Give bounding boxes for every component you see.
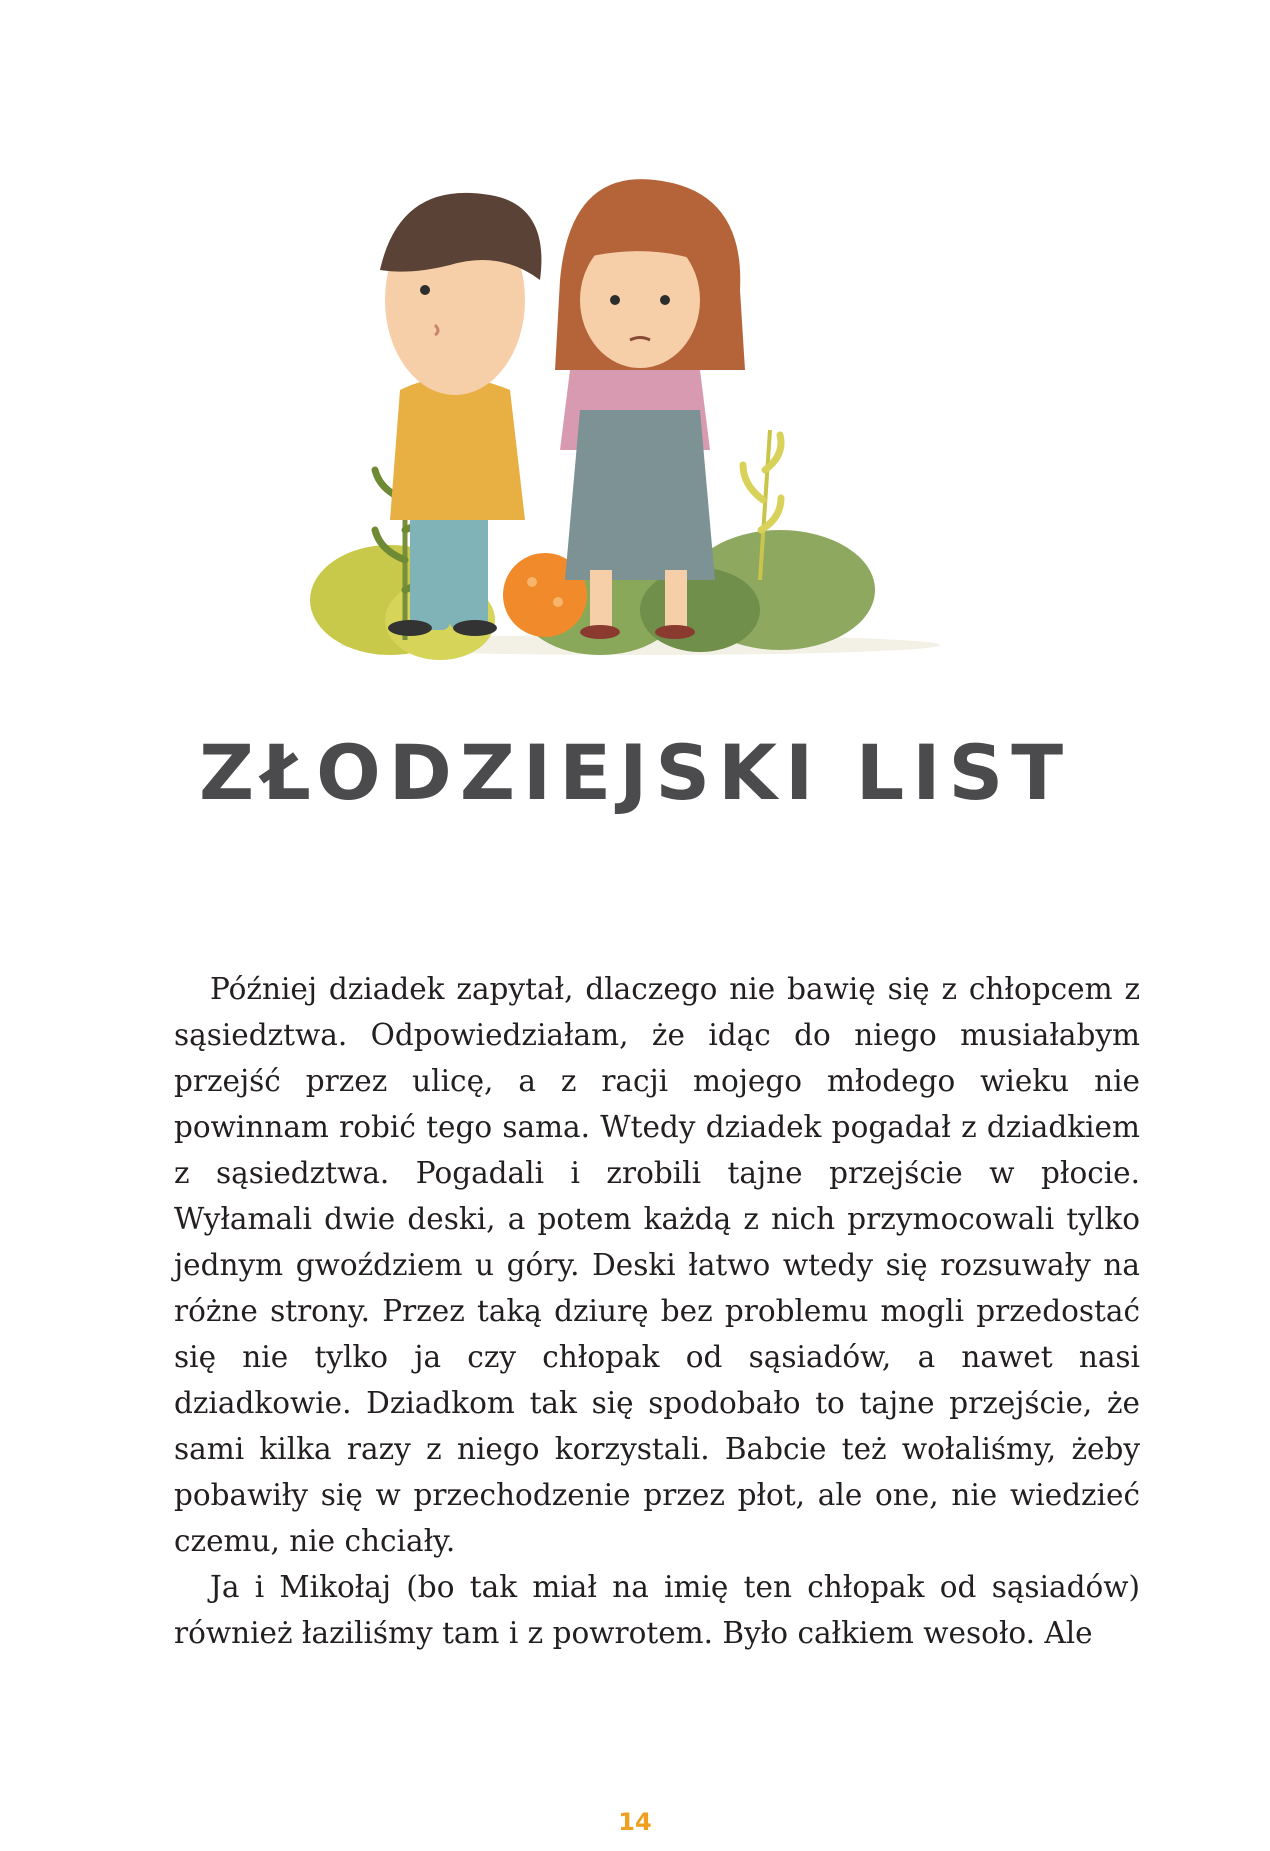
chapter-body: [174, 966, 1140, 1656]
paragraph: Ja i Mikołaj (bo tak miał na imię ten chłopak od sąsiadów) również łaziliśmy tam i z powrotem. Było całkiem wesoło. Ale: [174, 1570, 1140, 1650]
chapter-title: ZŁODZIEJSKI LIST: [198, 728, 1072, 817]
page-number: 14: [618, 1808, 652, 1836]
paragraph: Później dziadek zapytał, dlaczego nie bawię się z chłopcem z sąsiedztwa. Odpowiedziałam, że idąc do niego musiałabym przejść przez ulicę, a z racji mojego młodego wieku nie powinnam robić tego sama. Wtedy dziadek pogadał z dziadkiem z sąsiedztwa. Pogadali i zrobili tajne przejście w płocie. Wyłamali dwie deski, a potem każdą z nich przymocowali tylko jednym gwoździem u góry. Deski łatwo wtedy się rozsuwały na różne strony. Przez taką dziurę bez problemu mogli przedostać się nie tylko ja czy chłopak od sąsiadów, a nawet nasi dziadkowie. Dziadkom tak się spodobało to tajne przejście, że sami kilka razy z niego korzystali. Babcie też wołaliśmy, żeby pobawiły się w przechodzenie przez płot, ale one, nie wiedzieć czemu, nie chciały.: [174, 972, 1140, 1558]
two-children-illustration: [300, 150, 980, 660]
